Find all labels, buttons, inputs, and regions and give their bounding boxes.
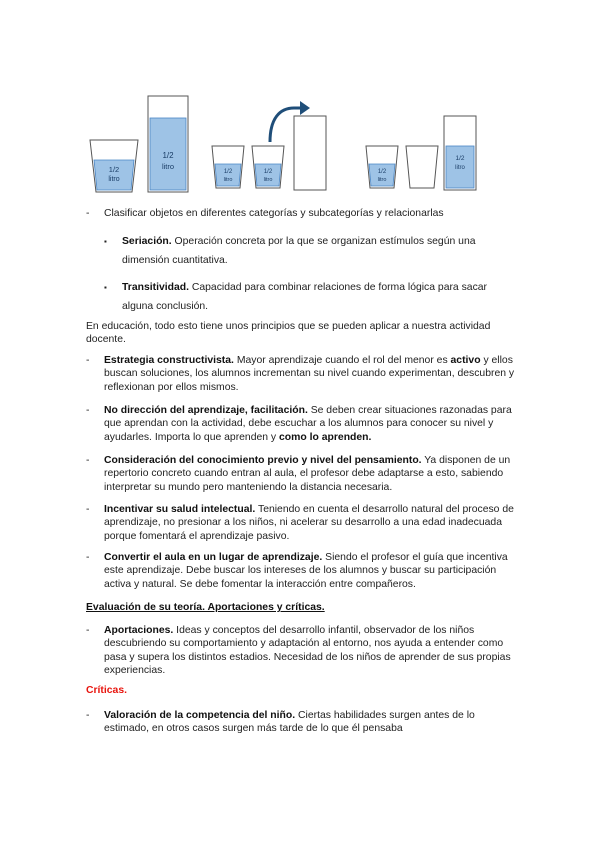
principle-text-a: Teniendo en cuenta el desarrollo natural del proceso de aprendizaje, no presionar a los niños, ni acelerar su desarrollo a una edad inadecuada porque fomentará el aprendizaje pasivo. bbox=[104, 504, 514, 542]
list-item-clasificar bbox=[86, 207, 516, 220]
principle-term: Estrategia constructivista. bbox=[104, 355, 234, 366]
bullet-term: Seriación. bbox=[122, 236, 172, 247]
glass-group-3 bbox=[366, 116, 476, 190]
cylinder-label-litro: litro bbox=[161, 162, 175, 171]
bullet-marker: ▪ bbox=[104, 283, 107, 292]
principle-item bbox=[86, 404, 516, 444]
bullet-text: Operación concreta por la que se organizan estímulos según una dimensión cuantitativa. bbox=[122, 236, 476, 266]
cylinder-half-label: 1/2 bbox=[455, 155, 465, 162]
principle-text-a: Mayor aprendizaje cuando el rol del menor es bbox=[233, 355, 451, 366]
dash-marker: - bbox=[86, 405, 90, 416]
cylinder-half-litro: litro bbox=[455, 165, 465, 171]
bullet-text: Capacidad para combinar relaciones de forma lógica para sacar alguna conclusión. bbox=[122, 282, 488, 312]
bullet-item-transitividad bbox=[104, 278, 516, 316]
glass-small-c-litro: litro bbox=[377, 177, 387, 183]
glass-group-2 bbox=[212, 101, 326, 190]
conservation-illustration bbox=[80, 88, 500, 196]
bullet-item-seriacion bbox=[104, 232, 516, 270]
glass-small-a-litro: litro bbox=[223, 177, 233, 183]
glass-group-1 bbox=[90, 96, 188, 192]
glass-small-b-litro: litro bbox=[263, 177, 273, 183]
cylinder-label-half: 1/2 bbox=[162, 151, 174, 160]
list-item-text: Clasificar objetos en diferentes categorías y subcategorías y relacionarlas bbox=[104, 208, 444, 219]
dash-marker: - bbox=[86, 552, 90, 563]
principle-text-a: Ya disponen de un repertorio concreto cuando entran al aula, el profesor debe adaptarse a esto, sabiendo interpretar su mundo pero manteniendo la distancia necesaria. bbox=[104, 455, 511, 493]
criticas-term: Valoración de la competencia del niño. bbox=[104, 710, 296, 721]
bullet-term: Transitividad. bbox=[122, 282, 189, 293]
principle-text-a: Se deben crear situaciones razonadas para que aprendan con la actividad, debe escuchar a los alumnos para conocer su nivel y ayudarles. Importa lo que aprenden y bbox=[104, 405, 512, 443]
arrow-head-icon bbox=[300, 101, 310, 115]
bullet-marker: ▪ bbox=[104, 237, 107, 246]
glass-small-a-half: 1/2 bbox=[223, 169, 233, 175]
principle-item bbox=[86, 503, 516, 543]
dash-marker: - bbox=[86, 710, 90, 721]
principle-item bbox=[86, 354, 516, 394]
glass-label-half: 1/2 bbox=[108, 165, 120, 174]
principle-term: Incentivar su salud intelectual. bbox=[104, 504, 256, 515]
principle-bold-mid: activo bbox=[450, 355, 481, 366]
aportaciones-text: Ideas y conceptos del desarrollo infantil, observador de los niños descubriendo su comportamiento y adaptación al entorno, nos ayuda a entender como pasa y supera los distintos estadios. Necesidad de los niños de aprender de sus propias experiencias. bbox=[104, 625, 511, 677]
dash-marker: - bbox=[86, 455, 90, 466]
glass-small-empty bbox=[406, 146, 438, 188]
glass-label-litro: litro bbox=[108, 176, 120, 183]
criticas-item bbox=[86, 709, 516, 736]
section-heading: Evaluación de su teoría. Aportaciones y críticas. bbox=[86, 602, 325, 613]
principle-text-a: Siendo el profesor el guía que incentiva este aprendizaje. Debe buscar los intereses de los alumnos y buscar su participación activa y natural. Se debe fomentar la interacción entre compañeros. bbox=[104, 552, 508, 590]
criticas-heading: Críticas. bbox=[86, 685, 128, 696]
principle-bold-mid: como lo aprenden. bbox=[279, 431, 372, 443]
glass-small-b-half: 1/2 bbox=[263, 169, 273, 175]
principle-term: Convertir el aula en un lugar de aprendizaje. bbox=[104, 552, 323, 563]
principle-term: No dirección del aprendizaje, facilitación. bbox=[104, 405, 308, 416]
dash-marker: - bbox=[86, 208, 90, 219]
intro-paragraph: En educación, todo esto tiene unos principios que se pueden aplicar a nuestra actividad docente. bbox=[86, 321, 491, 346]
glass-small-c-half: 1/2 bbox=[377, 169, 387, 175]
principle-text-b: y ellos buscan soluciones, los alumnos incrementan su nivel cuando experimentan, descubren y reflexionan por ellos mismos. bbox=[104, 355, 515, 393]
principle-item bbox=[86, 454, 516, 494]
criticas-text: Ciertas habilidades surgen antes de lo estimado, en otros casos surgen más tarde de lo que él pensaba bbox=[104, 710, 475, 735]
dash-marker: - bbox=[86, 625, 90, 636]
dash-marker: - bbox=[86, 355, 90, 366]
aportaciones-term: Aportaciones. bbox=[104, 625, 174, 636]
dash-marker: - bbox=[86, 504, 90, 515]
principle-term: Consideración del conocimiento previo y nivel del pensamiento. bbox=[104, 455, 422, 466]
cylinder-empty bbox=[294, 116, 326, 190]
aportaciones-item bbox=[86, 624, 516, 678]
principle-item bbox=[86, 551, 516, 591]
